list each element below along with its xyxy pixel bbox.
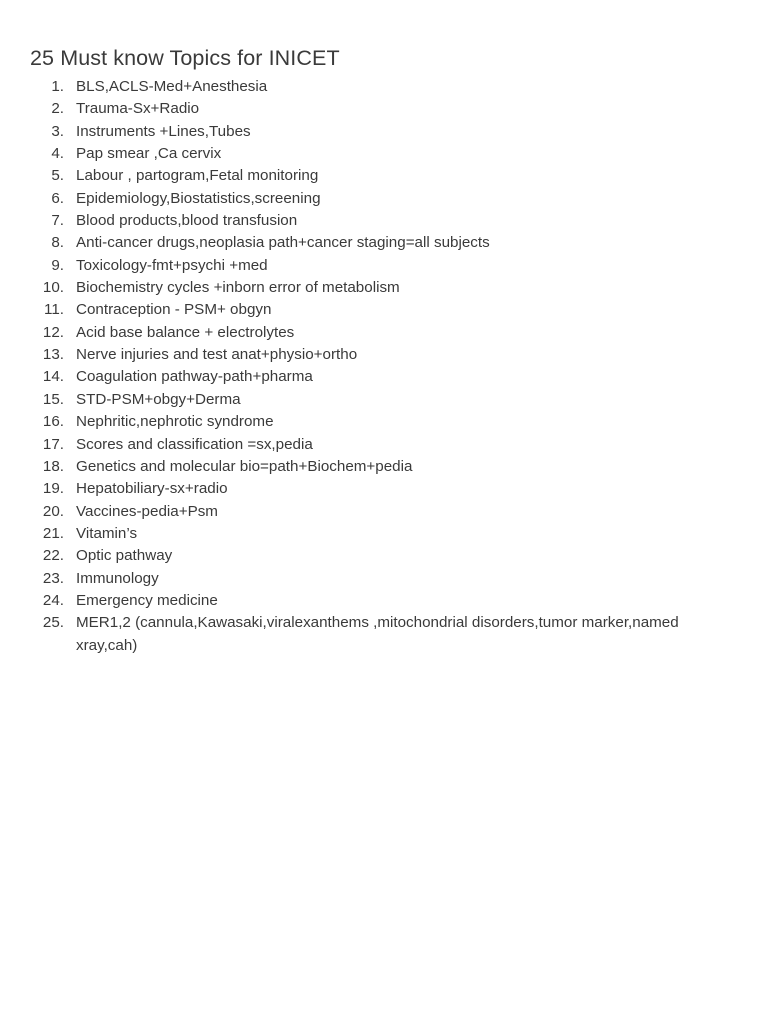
list-item [0, 344, 740, 366]
list-item-number: 23. [42, 569, 64, 587]
list-item-text: Nephritic,nephrotic syndrome [76, 413, 274, 431]
list-item [0, 299, 740, 321]
list-item [0, 366, 740, 388]
list-item-number: 14. [42, 368, 64, 386]
list-item-number: 17. [42, 435, 64, 453]
list-item [0, 232, 740, 254]
list-item-number: 15. [42, 390, 64, 408]
list-item-text: Instruments +Lines,Tubes [76, 122, 251, 140]
list-item-text: STD-PSM+obgy+Derma [76, 390, 241, 408]
list-item-text: Scores and classification =sx,pedia [76, 435, 313, 453]
list-item-text: Epidemiology,Biostatistics,screening [76, 189, 321, 207]
list-item-number: 4. [51, 145, 64, 163]
list-item [0, 76, 740, 98]
list-item [0, 456, 740, 478]
list-item-number: 25. [42, 614, 64, 632]
list-item-text: Optic pathway [76, 547, 173, 565]
list-item-text: Vaccines-pedia+Psm [76, 502, 218, 520]
list-item-text: Coagulation pathway-path+pharma [76, 368, 313, 386]
list-item-number: 7. [51, 212, 64, 230]
list-item-text: Blood products,blood transfusion [76, 212, 298, 230]
list-item-text: Genetics and molecular bio=path+Biochem+pedia [76, 457, 413, 475]
list-item [0, 188, 740, 210]
page-title: 25 Must know Topics for INICET [30, 46, 340, 70]
list-item [0, 478, 740, 500]
list-item-number: 8. [51, 234, 64, 252]
list-item [0, 523, 740, 545]
list-item-number: 11. [44, 301, 64, 319]
list-item-number: 16. [42, 413, 64, 431]
list-item [0, 590, 740, 612]
list-item-number: 1. [51, 78, 64, 95]
list-item [0, 277, 740, 299]
list-item [0, 389, 740, 411]
list-item-text: Immunology [76, 569, 159, 587]
list-item-number: 2. [51, 100, 64, 118]
list-item-number: 3. [51, 122, 64, 140]
list-item-number: 13. [42, 346, 64, 364]
list-item-text: Toxicology-fmt+psychi +med [76, 256, 268, 274]
list-item-text: Biochemistry cycles +inborn error of metabolism [76, 279, 400, 297]
list-item-text: Contraception - PSM+ obgyn [76, 301, 272, 319]
list-item-text: Labour , partogram,Fetal monitoring [76, 167, 319, 185]
list-item [0, 143, 740, 165]
list-item [0, 165, 740, 187]
list-item-number: 6. [51, 189, 64, 207]
list-item-number: 12. [42, 323, 64, 341]
list-item-text: Hepatobiliary-sx+radio [76, 480, 228, 498]
list-item [0, 210, 740, 232]
list-item-text: Nerve injuries and test anat+physio+ortho [76, 346, 358, 364]
list-item-text: Vitamin’s [76, 524, 138, 542]
list-item-number: 18. [42, 457, 64, 475]
list-item [0, 568, 740, 590]
list-item-number: 21. [42, 524, 64, 542]
list-item-text: BLS,ACLS-Med+Anesthesia [76, 78, 268, 95]
list-item-text: MER1,2 (cannula,Kawasaki,viralexanthems ,mitochondrial disorders,tumor marker,named xray,cah) [76, 614, 679, 654]
list-item [0, 121, 740, 143]
topic-list [0, 76, 740, 657]
list-item-number: 19. [42, 480, 64, 498]
list-item-number: 22. [42, 547, 64, 565]
list-item [0, 501, 740, 523]
list-item [0, 411, 740, 433]
list-item-text: Anti-cancer drugs,neoplasia path+cancer staging=all subjects [76, 234, 490, 252]
list-item [0, 434, 740, 456]
list-item-text: Trauma-Sx+Radio [76, 100, 200, 118]
list-item-number: 5. [51, 167, 64, 185]
list-item [0, 612, 740, 657]
list-item [0, 322, 740, 344]
list-item-text: Pap smear ,Ca cervix [76, 145, 222, 163]
list-item [0, 98, 740, 120]
list-item-text: Acid base balance + electrolytes [76, 323, 295, 341]
list-item [0, 545, 740, 567]
list-item-number: 9. [51, 256, 64, 274]
list-item-number: 24. [42, 591, 64, 609]
list-item [0, 255, 740, 277]
list-item-text: Emergency medicine [76, 591, 218, 609]
list-item-number: 20. [42, 502, 64, 520]
list-item-number: 10. [42, 279, 64, 297]
